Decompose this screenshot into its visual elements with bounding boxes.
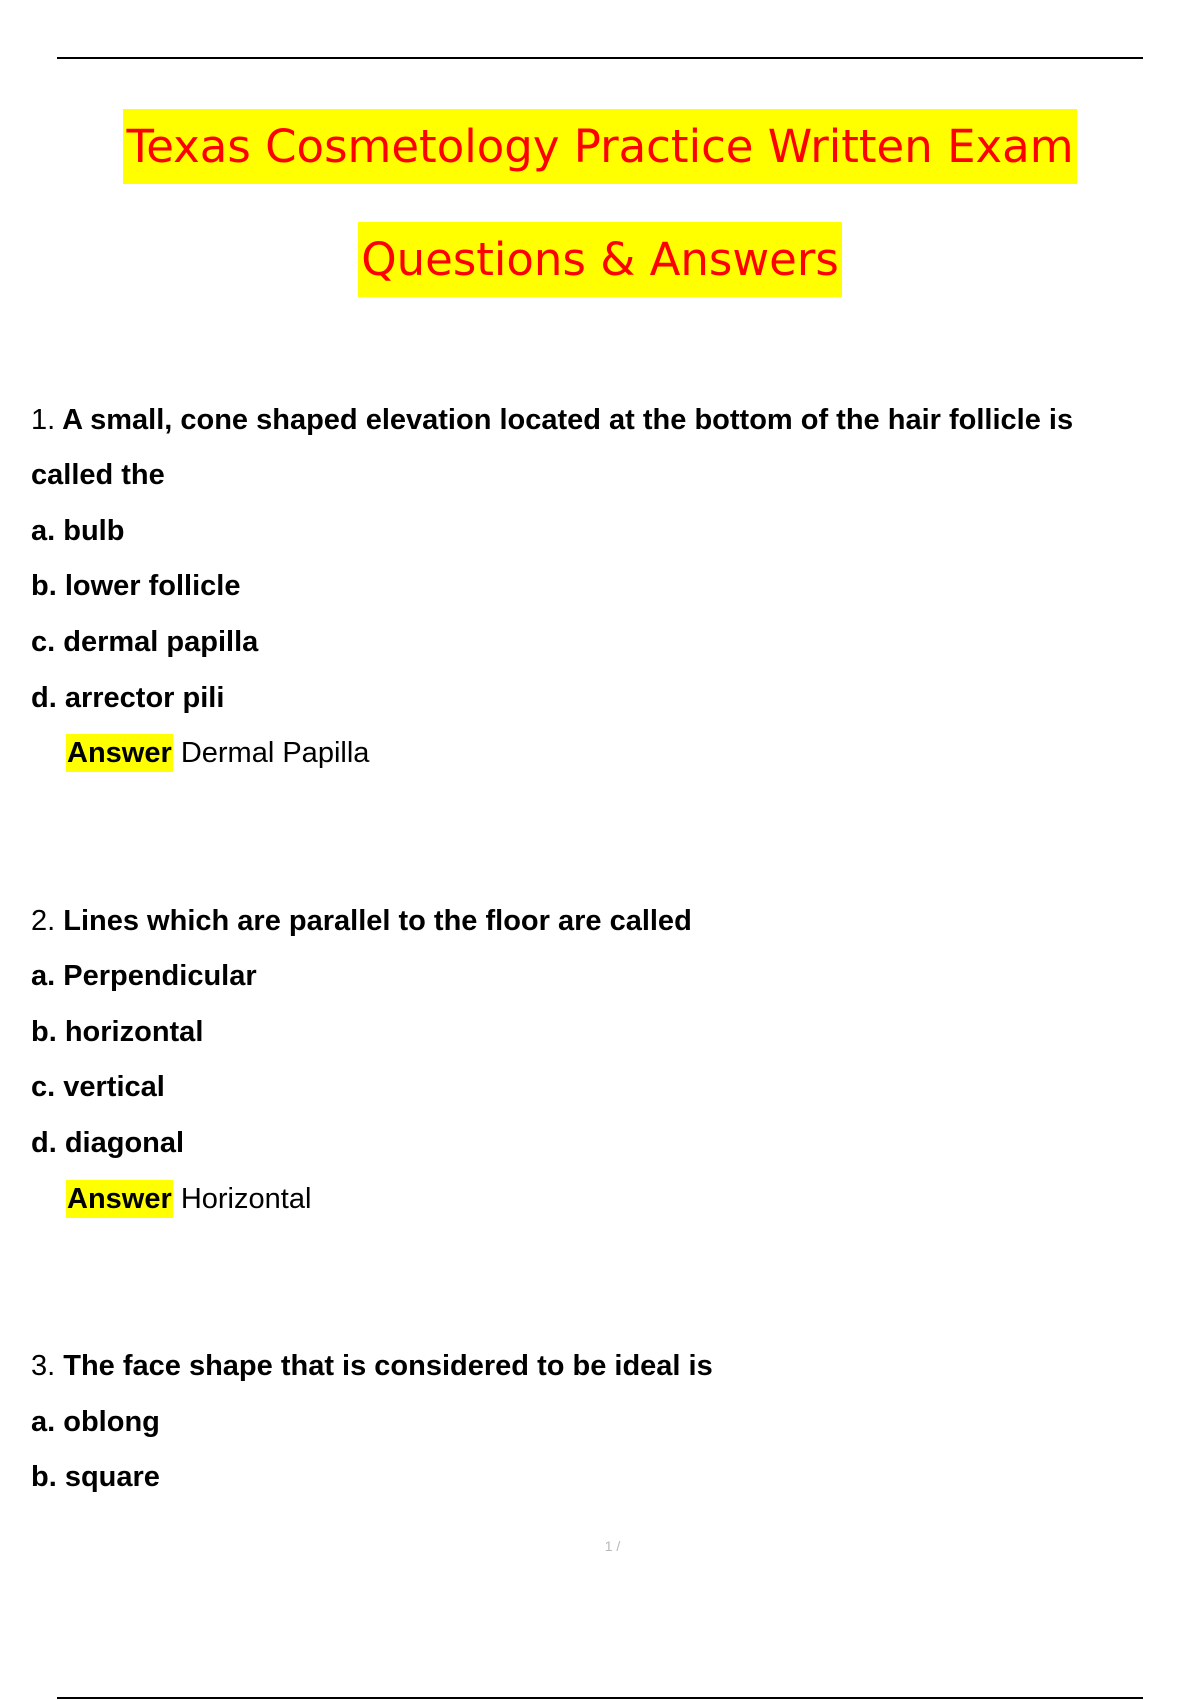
- question-1-text-continued: [31, 456, 165, 494]
- question-3-text: [31, 1347, 713, 1385]
- question-2-text: [31, 902, 692, 940]
- top-rule: [57, 57, 1143, 59]
- bottom-rule: [57, 1697, 1143, 1699]
- answer-label: Answer: [66, 734, 173, 772]
- question-1-option-a: a. bulb: [31, 515, 125, 547]
- question-text: The face shape that is considered to be ideal is: [63, 1350, 713, 1382]
- question-3-option-a: a. oblong: [31, 1406, 160, 1438]
- question-1-option-c: c. dermal papilla: [31, 626, 259, 658]
- document-title: [0, 109, 1200, 184]
- question-text: Lines which are parallel to the floor are called: [63, 905, 692, 937]
- answer-text: Horizontal: [180, 1183, 312, 1215]
- question-number: 1.: [31, 404, 56, 436]
- page-number: 1 /: [604, 1538, 621, 1554]
- answer-label: Answer: [66, 1180, 173, 1218]
- question-number: 2.: [31, 905, 56, 937]
- document-subtitle: [0, 222, 1200, 297]
- title-line-1: Texas Cosmetology Practice Written Exam: [123, 109, 1076, 184]
- question-2-option-d: d. diagonal: [31, 1127, 185, 1159]
- title-line-2: Questions & Answers: [358, 222, 842, 297]
- question-1-answer: [66, 734, 369, 772]
- answer-text: Dermal Papilla: [180, 737, 370, 769]
- question-1-option-d: d. arrector pili: [31, 682, 225, 714]
- question-2-option-a: a. Perpendicular: [31, 960, 257, 992]
- question-text: A small, cone shaped elevation located at the bottom of the hair follicle is: [62, 404, 1074, 436]
- question-3-option-b: b. square: [31, 1461, 160, 1493]
- question-number: 3.: [31, 1350, 56, 1382]
- question-2-answer: [66, 1180, 311, 1218]
- question-2-option-b: b. horizontal: [31, 1016, 204, 1048]
- question-1-option-b: b. lower follicle: [31, 570, 241, 602]
- question-text: called the: [31, 459, 165, 491]
- question-2-option-c: c. vertical: [31, 1071, 165, 1103]
- question-1-text: [31, 401, 1073, 439]
